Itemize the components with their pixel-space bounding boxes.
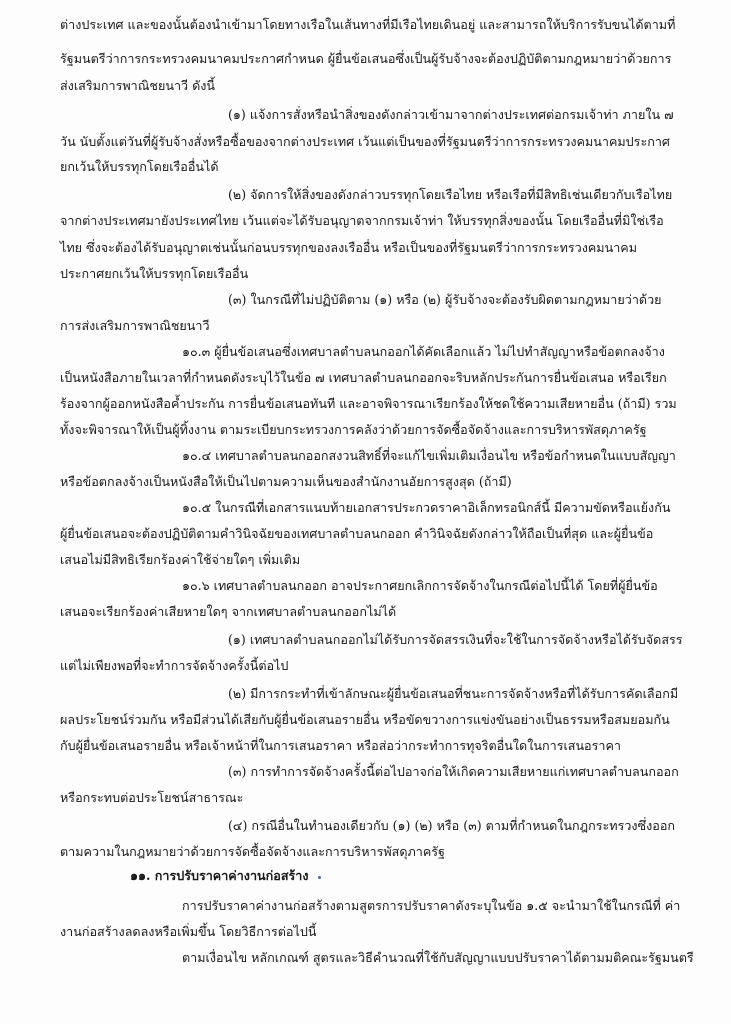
text-line: ตามความในกฎหมายว่าด้วยการจัดซื้อจัดจ้างและการบริหารพัสดุภาครัฐ <box>60 844 446 859</box>
text-line: เสนอจะเรียกร้องค่าเสียหายใดๆ จากเทศบาลตำบลนกออกไม่ได้ <box>60 604 397 619</box>
text-line: (๓) การทำการจัดจ้างครั้งนี้ต่อไปอาจก่อให้เกิดความเสียหายแก่เทศบาลตำบลนกออก <box>228 764 679 779</box>
text-line: เป็นหนังสือภายในเวลาที่กำหนดดังระบุไว้ในข้อ ๗ เทศบาลตำบลนกออกจะริบหลักประกันการยื่นข้อเสนอ หรือเรียก <box>60 370 667 385</box>
text-line: ๑๐.๓ ผู้ยื่นข้อเสนอซึ่งเทศบาลตำบลนกออกได้คัดเลือกแล้ว ไม่ไปทำสัญญาหรือข้อตกลงจ้าง <box>182 344 665 359</box>
text-line: แต่ไม่เพียงพอที่จะทำการจัดจ้างครั้งนี้ต่อไป <box>60 658 289 673</box>
text-line: (๒) มีการกระทำที่เข้าลักษณะผู้ยื่นข้อเสนอที่ชนะการจัดจ้างหรือที่ได้รับการคัดเลือกมี <box>228 686 679 701</box>
text-line: ร้องจากผู้ออกหนังสือค้ำประกัน การยื่นข้อเสนอทันที และอาจพิจารณาเรียกร้องให้ชดใช้ความเสียหายอื่น (ถ้ามี) รวม <box>60 396 677 411</box>
text-line: ต่างประเทศ และของนั้นต้องนำเข้ามาโดยทางเรือในเส้นทางที่มีเรือไทยเดินอยู่ และสามารถให้บริการรับขนได้ตามที่ <box>60 17 676 32</box>
text-line: ประกาศยกเว้นให้บรรทุกโดยเรืออื่น <box>60 266 249 281</box>
text-line: เสนอไม่มีสิทธิเรียกร้องค่าใช้จ่ายใดๆ เพิ่มเติม <box>60 552 301 567</box>
text-line: ตามเงื่อนไข หลักเกณฑ์ สูตรและวิธีคำนวณที่ใช้กับสัญญาแบบปรับราคาได้ตามมติคณะรัฐมนตรี <box>182 950 694 965</box>
text-line: ผู้ยื่นข้อเสนอจะต้องปฏิบัติตามคำวินิจฉัยของเทศบาลตำบลนกออก คำวินิจฉัยดังกล่าวให้ถือเป็นที่สุด และผู้ยื่นข้อ <box>60 526 654 541</box>
text-line: ผลประโยชน์ร่วมกัน หรือมีส่วนได้เสียกับผู้ยื่นข้อเสนอรายอื่น หรือขัดขวางการแข่งขันอย่างเป็นธรรมหรือสมยอมกัน <box>60 712 670 727</box>
section-heading: ๑๑. การปรับราคาค่างานก่อสร้าง <box>130 868 309 883</box>
text-line: วัน นับตั้งแต่วันที่ผู้รับจ้างสั่งหรือซื้อของจากต่างประเทศ เว้นแต่เป็นของที่รัฐมนตรีว่าการกระทรวงคมนาคมประกาศ <box>60 134 670 149</box>
text-line: กับผู้ยื่นข้อเสนอรายอื่น หรือเจ้าหน้าที่ในการเสนอราคา หรือส่อว่ากระทำการทุจริตอื่นใดในการเสนอราคา <box>60 738 621 753</box>
text-line: รัฐมนตรีว่าการกระทรวงคมนาคมประกาศกำหนด ผู้ยื่นข้อเสนอซึ่งเป็นผู้รับจ้างจะต้องปฏิบัติตามกฎหมายว่าด้วยการ <box>60 51 672 66</box>
text-line: ส่งเสริมการพาณิชยนาวี ดังนี้ <box>60 78 216 93</box>
text-line: งานก่อสร้างลดลงหรือเพิ่มขึ้น โดยวิธีการต่อไปนี้ <box>60 924 317 939</box>
text-line: (๔) กรณีอื่นในทำนองเดียวกับ (๑) (๒) หรือ (๓) ตามที่กำหนดในกฎกระทรวงซึ่งออก <box>228 818 676 833</box>
text-line: (๑) แจ้งการสั่งหรือนำสิ่งของดังกล่าวเข้ามาจากต่างประเทศต่อกรมเจ้าท่า ภายใน ๗ <box>228 107 674 122</box>
text-line: การส่งเสริมการพาณิชยนาวี <box>60 318 210 333</box>
text-line: ยกเว้นให้บรรทุกโดยเรืออื่นได้ <box>60 159 219 174</box>
text-line: (๑) เทศบาลตำบลนกออกไม่ได้รับการจัดสรรเงินที่จะใช้ในการจัดจ้างหรือได้รับจัดสรร <box>228 632 683 647</box>
text-line: หรือข้อตกลงจ้างเป็นหนังสือให้เป็นไปตามความเห็นของสำนักงานอัยการสูงสุด (ถ้ามี) <box>60 474 512 489</box>
ink-dot <box>318 876 321 879</box>
text-line: ๑๐.๖ เทศบาลตำบลนกออก อาจประกาศยกเลิกการจัดจ้างในกรณีต่อไปนี้ได้ โดยที่ผู้ยื่นข้อ <box>182 578 658 593</box>
text-line: จากต่างประเทศมายังประเทศไทย เว้นแต่จะได้รับอนุญาตจากกรมเจ้าท่า ให้บรรทุกสิ่งของนั้น โดยเรืออื่นที่มิใช่เรือ <box>60 213 664 228</box>
text-line: ๑๐.๔ เทศบาลตำบลนกออกสงวนสิทธิ์ที่จะแก้ไขเพิ่มเติมเงื่อนไข หรือข้อกำหนดในแบบสัญญา <box>182 448 676 463</box>
text-line: (๓) ในกรณีที่ไม่ปฏิบัติตาม (๑) หรือ (๒) ผู้รับจ้างจะต้องรับผิดตามกฎหมายว่าด้วย <box>228 292 662 307</box>
text-line: ไทย ซึ่งจะต้องได้รับอนุญาตเช่นนั้นก่อนบรรทุกของลงเรืออื่น หรือเป็นของที่รัฐมนตรีว่าการกระทรวงคมนาคม <box>60 240 638 255</box>
text-line: หรือกระทบต่อประโยชน์สาธารณะ <box>60 790 244 805</box>
text-line: (๒) จัดการให้สิ่งของดังกล่าวบรรทุกโดยเรือไทย หรือเรือที่มีสิทธิเช่นเดียวกับเรือไทย <box>228 187 673 202</box>
text-line: การปรับราคาค่างานก่อสร้างตามสูตรการปรับราคาดังระบุในข้อ ๑.๕ จะนำมาใช้ในกรณีที่ ค่า <box>182 898 681 913</box>
text-line: ทั้งจะพิจารณาให้เป็นผู้ทิ้งงาน ตามระเบียบกระทรวงการคลังว่าด้วยการจัดซื้อจัดจ้างและการบริหารพัสดุภาครัฐ <box>60 422 647 437</box>
text-line: ๑๐.๕ ในกรณีที่เอกสารแนบท้ายเอกสารประกวดราคาอิเล็กทรอนิกส์นี้ มีความขัดหรือแย้งกัน <box>182 500 671 515</box>
